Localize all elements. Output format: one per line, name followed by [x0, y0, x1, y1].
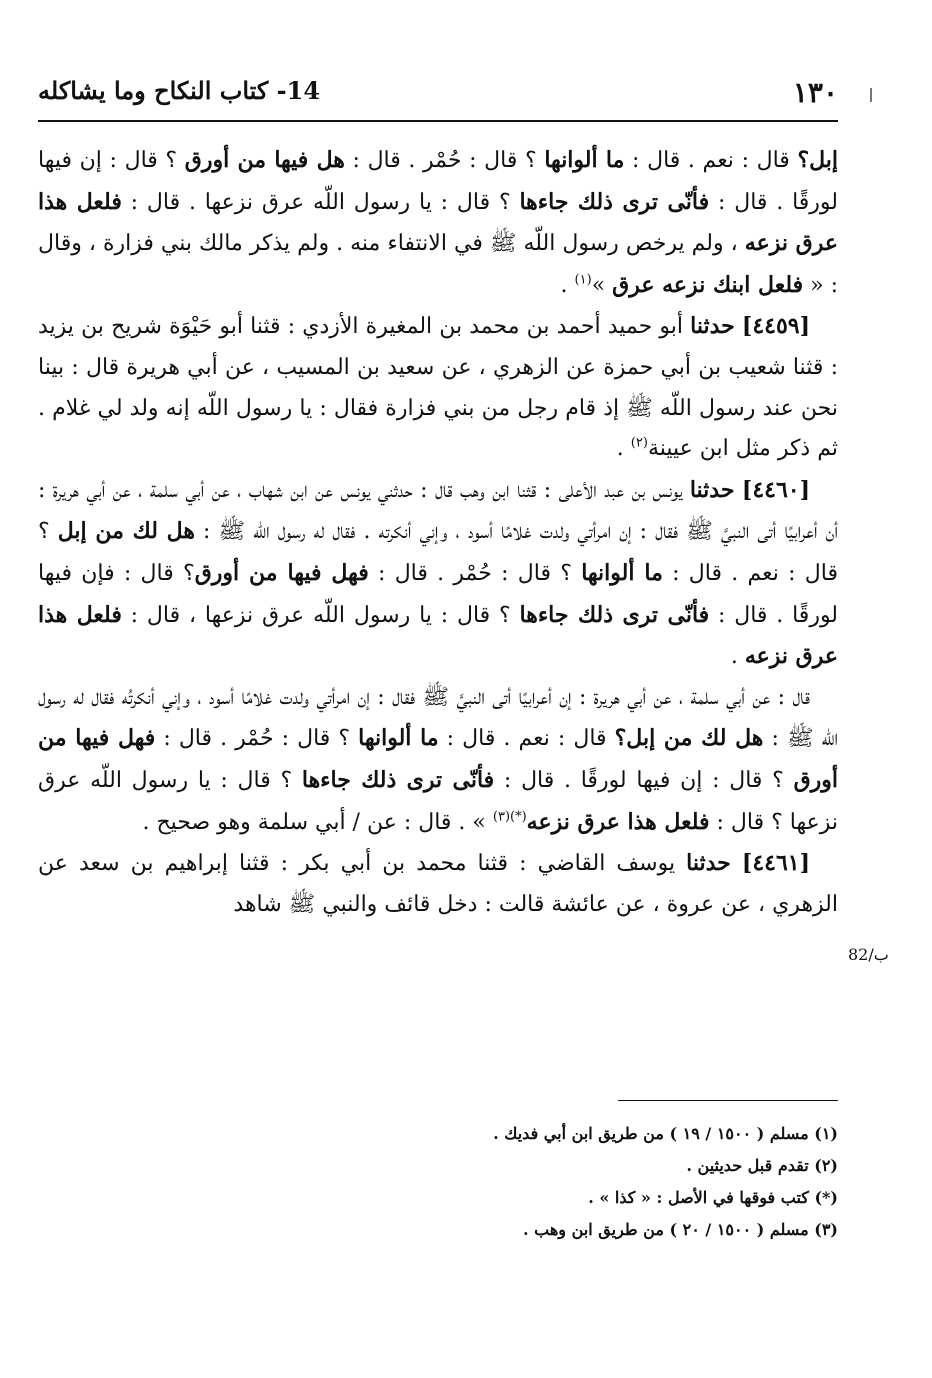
footnote-marker: (*)(٣)	[492, 809, 527, 825]
footnote-marker: (٢)	[630, 435, 648, 451]
text-bold: فلعل هذا عرق نزعه	[526, 808, 710, 835]
text	[734, 478, 741, 503]
page-header	[38, 70, 838, 114]
text-bold: حدثنا	[690, 313, 735, 340]
text: .	[560, 272, 575, 298]
text: ؟ قال : نعم . قال :	[38, 519, 839, 586]
text-bold: فلعل هذا عرق نزعه	[38, 188, 838, 257]
paragraph-continuation	[38, 140, 838, 306]
text-bold: هل فيها من أورق	[184, 147, 345, 173]
hadith-number: [٤٤٥٩]	[741, 313, 810, 340]
hadith-4460-variant	[38, 678, 838, 843]
text-bold: هل لك من إبل؟	[614, 725, 764, 752]
text: ؟ قال : حُمْر . قال :	[155, 726, 359, 752]
manuscript-folio-marker: 82/ب	[848, 945, 889, 964]
text: قال : نعم . قال :	[438, 726, 615, 752]
text: .	[616, 436, 631, 462]
text: قال : نعم . قال :	[624, 148, 798, 173]
text: ، ولم يرخص رسول اللّه ﷺ في الانتفاء منه . ولم يذكر مالك بني فزارة ، وقال : «	[38, 231, 838, 298]
footnote: (*) كتب فوقها في الأصل : « كذا » .	[588, 1188, 838, 1207]
text-bold: ما ألوانها	[581, 559, 663, 586]
footnote-divider	[618, 1100, 838, 1101]
text-bold: هل لك من إبل	[57, 518, 195, 545]
text-bold: فأنّى ترى ذلك جاءها	[301, 766, 495, 793]
text-bold: فأنّى ترى ذلك جاءها	[519, 188, 710, 215]
edge-mark	[870, 88, 872, 102]
header-divider	[38, 120, 838, 122]
text: ؟ قال : فإن فيها لورقًا . قال :	[38, 560, 839, 628]
text: »	[591, 272, 613, 298]
text: ؟ قال : إن فيها لورقًا . قال :	[494, 767, 794, 793]
footnote: (٣) مسلم ( ١٥٠٠ / ٢٠ ) من طريق ابن وهب .	[523, 1220, 838, 1239]
footnote: (٢) تقدم قبل حديثين .	[686, 1156, 838, 1175]
text-bold: فلعل ابنك نزعه عرق	[612, 271, 804, 298]
text-bold: حدثنا	[689, 476, 735, 503]
text-bold: إبل؟	[797, 147, 839, 173]
text-bold: فأنّى ترى ذلك جاءها	[519, 601, 710, 628]
text: » . قال : عن / أبي سلمة وهو صحيح .	[142, 809, 493, 835]
text: قال : عن أبي سلمة ، عن أبي هريرة : إن أعرابيًا أتى النبيَّ ﷺ فقال : إن امرأتي ولدت غلامًا أسود ، وإني أنكرتُه فقال له رسول اللّه ﷺ :	[38, 684, 839, 752]
hadith-4460	[38, 470, 838, 678]
hadith-number: [٤٤٦٠]	[741, 476, 810, 503]
text: أبو حميد أحمد بن محمد بن المغيرة الأزدي : قثنا أبو حَيْوَة شريح بن يزيد : قثنا شعيب بن أبي حمزة عن الزهري ، عن سعيد بن المسيب ، عن أبي هريرة قال : بينا نحن عند رسول اللّه ﷺ إذ قام رجل من بني فزارة فقال : يا رسول اللّه إنه ولد لي غلام . ثم ذكر مثل ابن عيينة	[38, 314, 838, 462]
page-number: ١٣٠	[792, 76, 838, 109]
footnotes	[300, 1118, 838, 1246]
footnote: (١) مسلم ( ١٥٠٠ / ١٩ ) من طريق ابن أبي فديك .	[493, 1124, 838, 1143]
main-text	[38, 140, 838, 925]
text: يونس بن عبد الأعلى : قثنا ابن وهب قال : حدثني يونس عن ابن شهاب ، عن أبي سلمة ، عن أبي هريرة : أن أعرابيًا أتى النبيَّ ﷺ فقال : إن امرأتي ولدت غلامًا أسود ، وإني أنكرته . فقال له رسول اللّه ﷺ :	[38, 477, 839, 545]
hadith-4459	[38, 306, 838, 469]
text-bold: حدثنا	[686, 850, 731, 877]
hadith-4461	[38, 843, 838, 925]
text: يوسف القاضي : قثنا محمد بن أبي بكر : قثنا إبراهيم بن سعد عن الزهري ، عن عروة ، عن عائشة قالت : دخل قائف والنبي ﷺ شاهد	[38, 851, 838, 917]
text: ؟ قال : يا رسول اللّه عرق نزعها ؟ قال :	[38, 767, 838, 835]
hadith-number: [٤٤٦١]	[741, 850, 810, 877]
text: ؟ قال : يا رسول اللّه عرق نزعها ، قال :	[121, 602, 520, 628]
text-bold: ما ألوانها	[544, 147, 625, 173]
text: ؟ قال : حُمْر . قال :	[368, 560, 582, 586]
chapter-title: 14- كتاب النكاح وما يشاكله	[38, 76, 321, 105]
text-bold: ما ألوانها	[358, 725, 439, 752]
text-bold: فهل فيها من أورق	[194, 559, 369, 586]
text: ؟ قال : إن فيها لورقًا . قال :	[38, 148, 839, 215]
footnote-marker: (١)	[574, 272, 592, 288]
text: ؟ قال : يا رسول اللّه عرق نزعها . قال :	[121, 189, 520, 215]
text-bold: فلعل هذا عرق نزعه	[38, 601, 838, 670]
text	[731, 851, 742, 876]
text: .	[730, 644, 745, 670]
text: ؟ قال : حُمْر . قال :	[344, 148, 545, 173]
text	[735, 314, 742, 339]
text-bold: فهل فيها من أورق	[38, 725, 838, 793]
